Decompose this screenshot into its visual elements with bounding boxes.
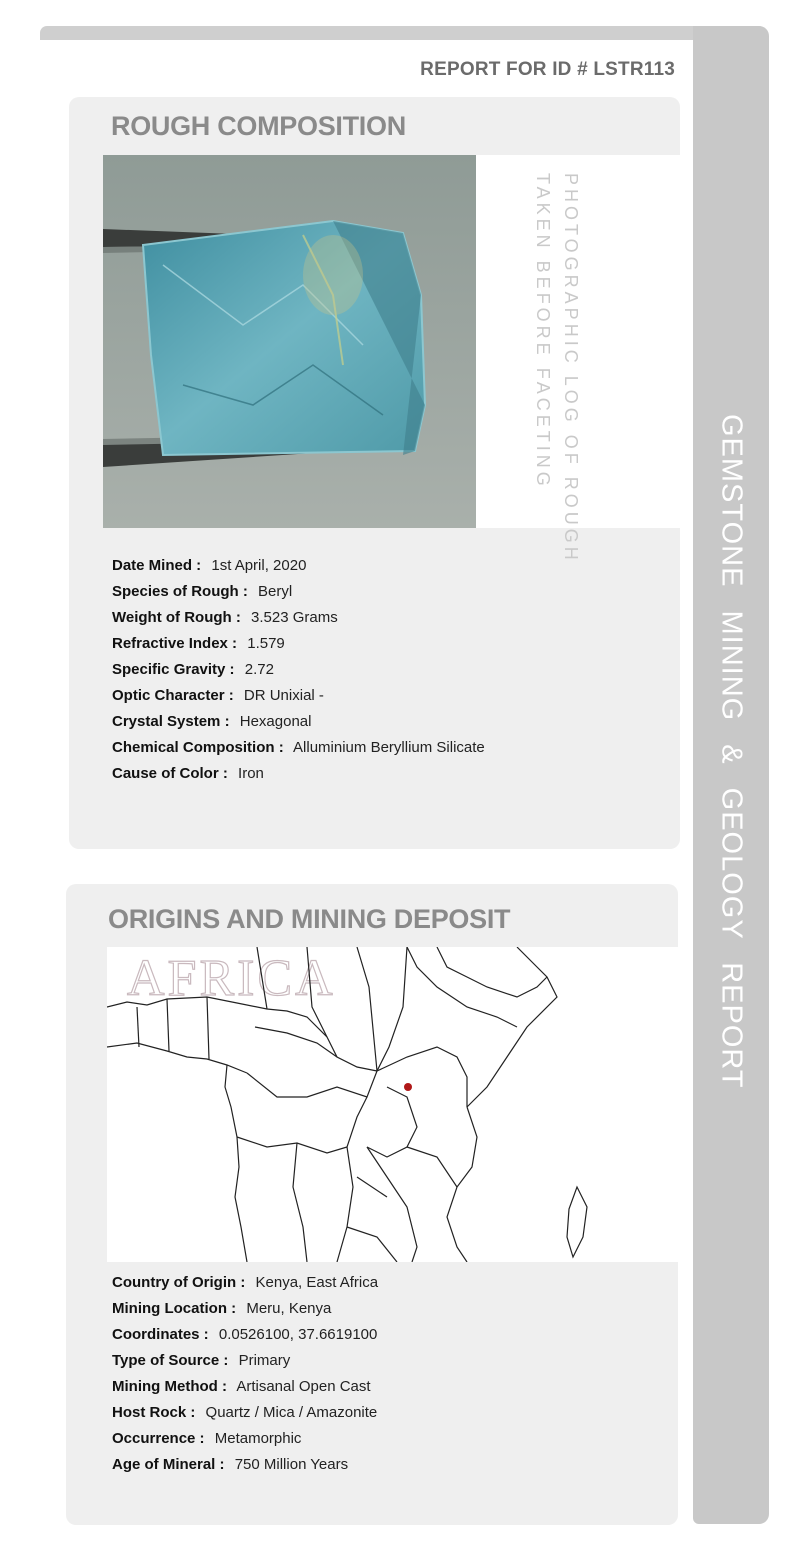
report-id: REPORT FOR ID # LSTR113 <box>420 59 675 80</box>
detail-row: Mining Location : Meru, Kenya <box>112 1300 332 1317</box>
detail-row: Optic Character : DR Unixial - <box>112 687 324 704</box>
rough-composition-title: ROUGH COMPOSITION <box>111 111 406 141</box>
map-africa-label: AFRICA <box>127 950 336 1007</box>
rough-gem-photo <box>103 155 476 528</box>
detail-row: Coordinates : 0.0526100, 37.6619100 <box>112 1326 378 1343</box>
detail-row: Specific Gravity : 2.72 <box>112 661 274 678</box>
location-marker <box>404 1083 412 1091</box>
photo-caption <box>527 173 587 564</box>
detail-row: Species of Rough : Beryl <box>112 583 293 600</box>
photo-caption-line-1: PHOTOGRAPHIC LOG OF ROUGH <box>561 173 581 564</box>
africa-map <box>107 947 678 1262</box>
detail-row: Crystal System : Hexagonal <box>112 713 312 730</box>
detail-row: Cause of Color : Iron <box>112 765 264 782</box>
side-title: GEMSTONE MINING & GEOLOGY REPORT <box>715 414 748 1089</box>
rough-photo-area <box>103 155 680 528</box>
detail-row: Host Rock : Quartz / Mica / Amazonite <box>112 1404 378 1421</box>
origins-title: ORIGINS AND MINING DEPOSIT <box>108 904 511 934</box>
detail-row: Age of Mineral : 750 Million Years <box>112 1456 349 1473</box>
detail-row: Occurrence : Metamorphic <box>112 1430 302 1447</box>
rough-details-list <box>112 553 485 787</box>
detail-row: Weight of Rough : 3.523 Grams <box>112 609 338 626</box>
origin-details-list <box>112 1270 378 1478</box>
detail-row: Refractive Index : 1.579 <box>112 635 285 652</box>
side-title-container <box>693 26 769 1524</box>
detail-row: Chemical Composition : Alluminium Beryllium Silicate <box>112 739 485 756</box>
photo-caption-line-2: TAKEN BEFORE FACETING <box>533 173 553 490</box>
detail-row: Type of Source : Primary <box>112 1352 291 1369</box>
detail-row: Country of Origin : Kenya, East Africa <box>112 1274 379 1291</box>
detail-row: Mining Method : Artisanal Open Cast <box>112 1378 371 1395</box>
frame-top-bar <box>40 26 766 40</box>
detail-row: Date Mined : 1st April, 2020 <box>112 557 307 574</box>
origin-map <box>107 947 678 1262</box>
